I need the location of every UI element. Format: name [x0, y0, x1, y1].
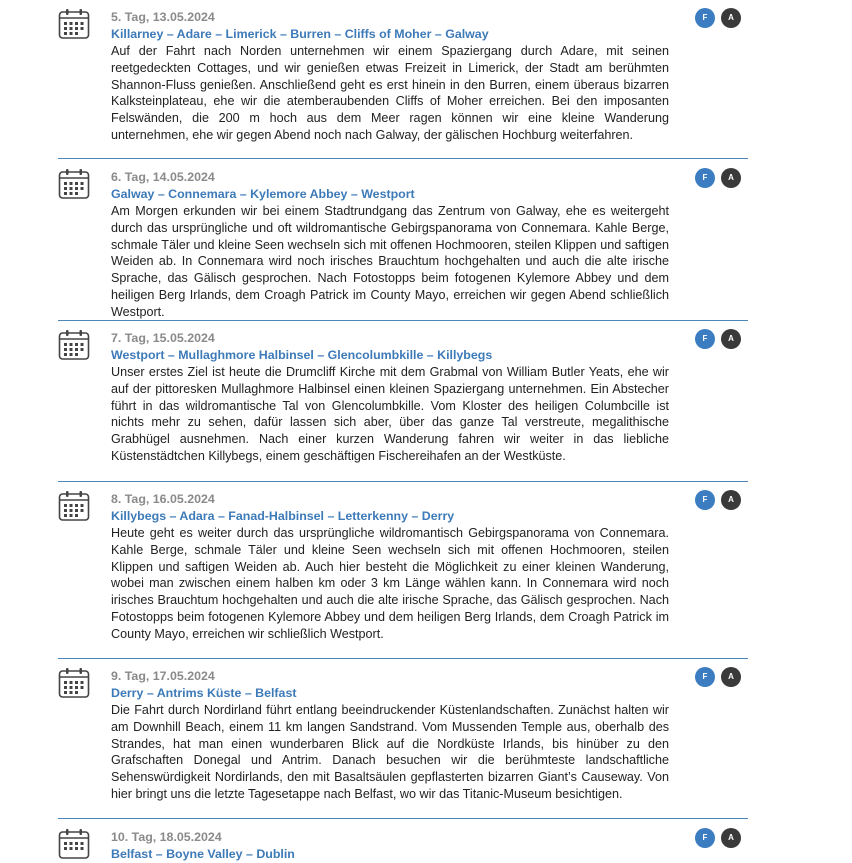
day-route: Galway – Connemara – Kylemore Abbey – Westport	[111, 187, 415, 201]
day-date: 6. Tag, 14.05.2024	[111, 170, 215, 184]
breakfast-badge: F	[695, 667, 715, 687]
separator	[58, 481, 748, 482]
day-route: Killarney – Adare – Limerick – Burren – Cliffs of Moher – Galway	[111, 27, 489, 41]
calendar-icon	[58, 168, 90, 200]
dinner-badge: A	[721, 667, 741, 687]
day-date: 7. Tag, 15.05.2024	[111, 331, 215, 345]
dinner-badge: A	[721, 490, 741, 510]
meal-badges	[695, 667, 745, 687]
breakfast-badge: F	[695, 168, 715, 188]
separator	[58, 320, 748, 321]
meal-badges	[695, 168, 745, 188]
day-description: Heute geht es weiter durch das ursprüngliche wildromantisch Gebirgspanorama von Connemara. Kahle Berge, schmale Täler und kleine Seen wechseln sich mit offenen Hochmooren, steilen Klippen und saftigen Weiden ab. Auch hier besteht die Möglichkeit zu einer kleinen Wanderung, wobei man zwischen einem halben km oder 3 km Länge wählen kann. In Connemara wird noch irisches Brauchtum hochgehalten und auch die alte irische Sprache, das Gälisch gesprochen. Nach Fotostopps beim fotogenen Kylemore Abbey und dem heiligen Berg Irlands, dem Croagh Patrick im County Mayo, erreichen wir schließlich Westport.	[111, 526, 669, 641]
separator	[58, 158, 748, 159]
calendar-icon	[58, 490, 90, 522]
day-date: 9. Tag, 17.05.2024	[111, 669, 215, 683]
day-date: 10. Tag, 18.05.2024	[111, 830, 222, 844]
dinner-badge: A	[721, 8, 741, 28]
separator	[58, 658, 748, 659]
day-description: Unser erstes Ziel ist heute die Drumcliff Kirche mit dem Grabmal von William Butler Yeats, ehe wir auf der pittoresken Mullaghmore Halbinsel einen kleinen Spaziergang unternehmen. Ein Abstecher führt in das wildromantische Tal von Glencolumbkille. Vom Kloster des heiligen Columbcille ist nichts mehr zu sehen, dafür lassen sich aber, über das ganze Tal verstreute, megalithische Grabhügel ausnehmen. Nach einer kurzen Wanderung fahren wir weiter in das liebliche Küstenstädtchen Killybegs, einem geschäftigen Fischereihafen an der Westküste.	[111, 365, 669, 463]
day-route: Westport – Mullaghmore Halbinsel – Glencolumbkille – Killybegs	[111, 348, 493, 362]
breakfast-badge: F	[695, 329, 715, 349]
calendar-icon	[58, 329, 90, 361]
calendar-icon	[58, 8, 90, 40]
calendar-icon	[58, 828, 90, 860]
separator	[58, 818, 748, 819]
breakfast-badge: F	[695, 828, 715, 848]
day-date: 8. Tag, 16.05.2024	[111, 492, 215, 506]
meal-badges	[695, 828, 745, 848]
day-route: Killybegs – Adara – Fanad-Halbinsel – Letterkenny – Derry	[111, 509, 455, 523]
day-route: Derry – Antrims Küste – Belfast	[111, 686, 297, 700]
day-description: Die Fahrt durch Nordirland führt entlang beeindruckender Küstenlandschaften. Zunächst halten wir am Downhill Beach, einem 11 km langen Sandstrand. Vom Mussenden Temple aus, oberhalb des Strandes, hat man einen wunderbaren Blick auf die Nordküste Irlands, bis hinüber zu den Grafschaften Donegal und Antrim. Danach besuchen wir die berühmteste landschaftliche Sehenswürdigkeit Nordirlands, den mit Basaltsäulen gepflasterten bizarren Giant’s Causeway. Von hier bringt uns die letzte Tagesetappe nach Belfast, wo wir das Titanic-Museum besichtigen.	[111, 703, 669, 801]
dinner-badge: A	[721, 828, 741, 848]
day-date: 5. Tag, 13.05.2024	[111, 10, 215, 24]
dinner-badge: A	[721, 168, 741, 188]
breakfast-badge: F	[695, 490, 715, 510]
day-route: Belfast – Boyne Valley – Dublin	[111, 847, 295, 861]
dinner-badge: A	[721, 329, 741, 349]
breakfast-badge: F	[695, 8, 715, 28]
day-description: Am Morgen erkunden wir bei einem Stadtrundgang das Zentrum von Galway, ehe es weitergeht durch das ursprüngliche und oft wildromantische Gebirgspanorama von Connemara. Kahle Berge, schmale Täler und kleine Seen wechseln sich mit offenen Hochmooren, steilen Klippen und saftigen Weiden ab. In Connemara wird noch irisches Brauchtum hochgehalten und auch die alte irische Sprache, das Gälisch gesprochen. Nach Fotostopps beim fotogenen Kylemore Abbey und dem heiligen Berg Irlands, dem Croagh Patrick im County Mayo, erreichen wir gegen Abend schließlich Westport.	[111, 204, 669, 319]
day-description: Auf der Fahrt nach Norden unternehmen wir einem Spaziergang durch Adare, mit seinen reetgedeckten Cottages, und wir genießen etwas Freizeit in Limerick, der Stadt am berühmten Shannon-Fluss genießen. Anschließend geht es erst hinein in den Burren, einem überaus bizarren Kalksteinplateau, ehe wir die atemberaubenden Cliffs of Moher erreichen. Bei den imposanten Felswänden, die 200 m hoch aus dem Meer ragen können wir eine kleine Wanderung unternehmen, ehe wir gegen Abend noch nach Galway, der gälischen Hochburg weiterfahren.	[111, 44, 669, 142]
calendar-icon	[58, 667, 90, 699]
meal-badges	[695, 8, 745, 28]
meal-badges	[695, 329, 745, 349]
meal-badges	[695, 490, 745, 510]
